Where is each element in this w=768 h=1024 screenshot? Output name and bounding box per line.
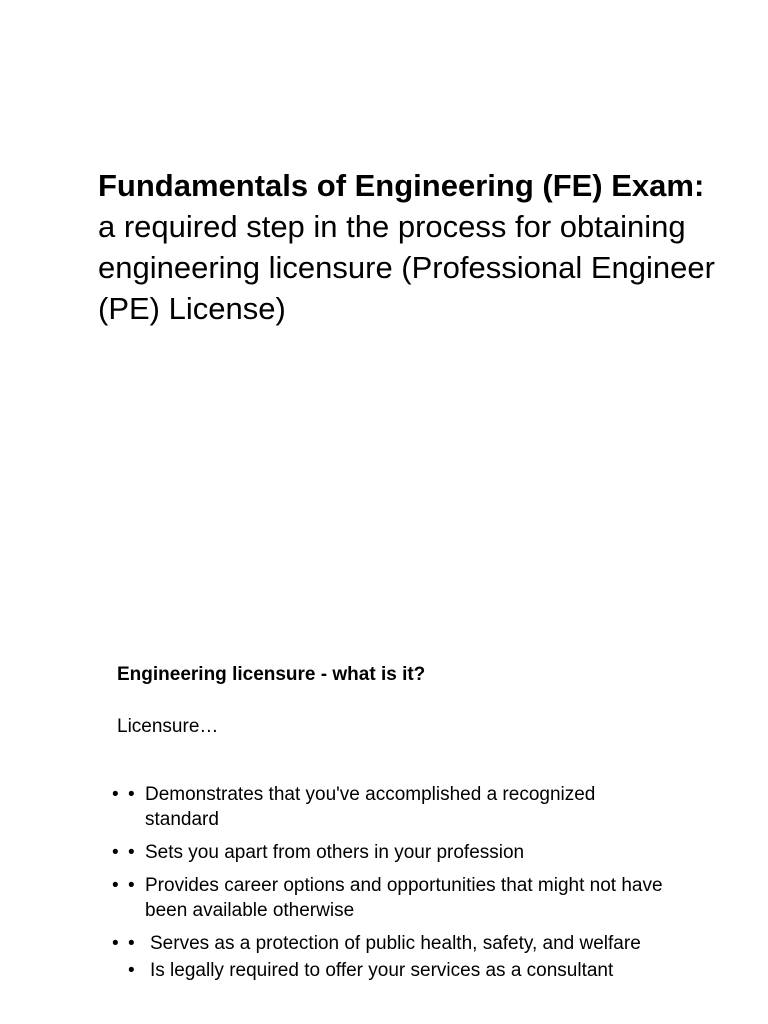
bullet-icon: • [128,875,135,896]
list-item [112,958,672,983]
list-item [112,873,672,923]
bullet-text: Is legally required to offer your services as a consultant [150,960,614,981]
intro-text: Licensure… [117,716,219,737]
bullet-icon [112,958,128,983]
list-item [112,782,672,832]
bullet-icon: • [112,933,119,954]
bullet-icon: • [112,875,119,896]
bullet-text: Demonstrates that you've accomplished a recognized standard [145,784,596,830]
section-heading: Engineering licensure - what is it? [117,664,426,685]
bullet-icon: • [112,784,119,805]
bullet-icon: • [128,933,135,954]
bullet-text: Serves as a protection of public health, safety, and welfare [150,933,641,954]
bullet-icon: • [128,842,135,863]
bullet-icon: • [128,784,135,805]
list-item [112,840,672,865]
bullet-text: Provides career options and opportunities that might not have been available otherwise [145,875,663,921]
list-item [112,931,672,956]
bullet-list [112,782,672,991]
slide-title [98,165,718,329]
bullet-text: Sets you apart from others in your profession [145,842,525,863]
bullet-icon: • [112,842,119,863]
title-rest-part: a required step in the process for obtaining engineering licensure (Professional Engineer (PE) License) [98,209,715,326]
bullet-icon: • [128,960,135,981]
title-bold-part: Fundamentals of Engineering (FE) Exam: [98,168,705,203]
